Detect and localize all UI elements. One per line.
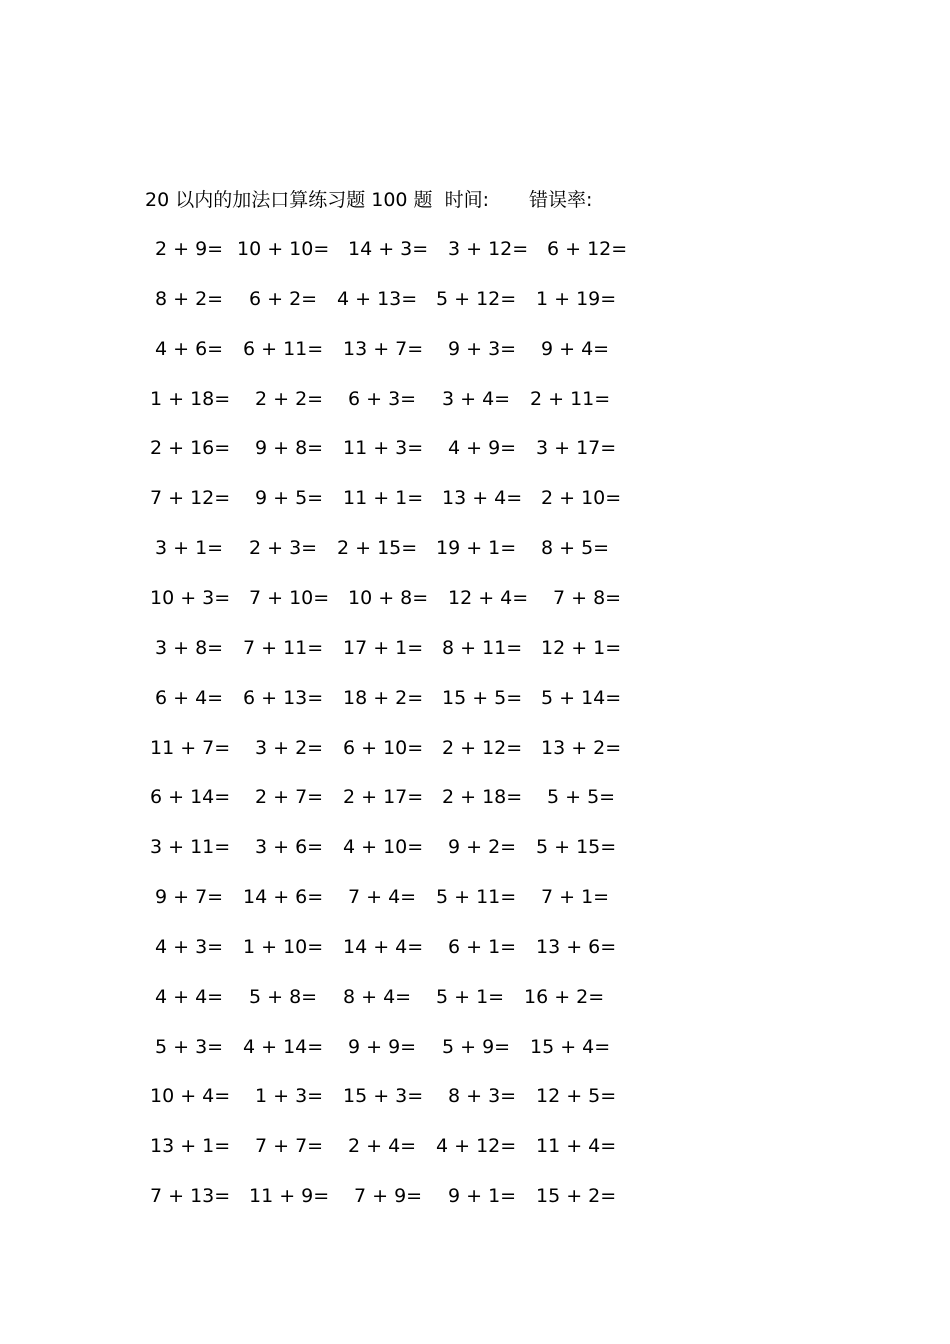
addition-problem: 6 + 1= <box>448 936 517 958</box>
addition-problem: 4 + 10= <box>343 836 424 858</box>
addition-problem: 7 + 4= <box>348 886 417 908</box>
addition-problem: 2 + 7= <box>255 786 324 808</box>
addition-problem: 3 + 4= <box>442 388 511 410</box>
addition-problem: 5 + 11= <box>436 886 517 908</box>
addition-problem: 6 + 11= <box>243 338 324 360</box>
addition-problem: 1 + 19= <box>536 288 617 310</box>
addition-problem: 7 + 11= <box>243 637 324 659</box>
addition-problem: 9 + 3= <box>448 338 517 360</box>
addition-problem: 2 + 4= <box>348 1135 417 1157</box>
problem-row <box>0 1132 950 1160</box>
addition-problem: 2 + 9= <box>155 238 224 260</box>
addition-problem: 8 + 4= <box>343 986 412 1008</box>
addition-problem: 7 + 9= <box>354 1185 423 1207</box>
addition-problem: 4 + 9= <box>448 437 517 459</box>
addition-problem: 12 + 5= <box>536 1085 617 1107</box>
problem-row <box>0 335 950 363</box>
addition-problem: 7 + 1= <box>541 886 610 908</box>
addition-problem: 5 + 14= <box>541 687 622 709</box>
addition-problem: 12 + 4= <box>448 587 529 609</box>
problem-row <box>0 484 950 512</box>
problem-row <box>0 434 950 462</box>
addition-problem: 1 + 18= <box>150 388 231 410</box>
addition-problem: 15 + 2= <box>536 1185 617 1207</box>
addition-problem: 4 + 13= <box>337 288 418 310</box>
addition-problem: 13 + 7= <box>343 338 424 360</box>
addition-problem: 9 + 9= <box>348 1036 417 1058</box>
error-rate-label: 错误率: <box>528 189 593 211</box>
addition-problem: 13 + 2= <box>541 737 622 759</box>
problem-row <box>0 584 950 612</box>
worksheet-title: 20 以内的加法口算练习题 100 题 <box>145 189 433 211</box>
addition-problem: 3 + 2= <box>255 737 324 759</box>
addition-problem: 11 + 1= <box>343 487 424 509</box>
problem-row <box>0 1082 950 1110</box>
addition-problem: 7 + 7= <box>255 1135 324 1157</box>
addition-problem: 2 + 15= <box>337 537 418 559</box>
addition-problem: 8 + 2= <box>155 288 224 310</box>
addition-problem: 11 + 9= <box>249 1185 330 1207</box>
addition-problem: 6 + 3= <box>348 388 417 410</box>
addition-problem: 6 + 14= <box>150 786 231 808</box>
addition-problem: 3 + 17= <box>536 437 617 459</box>
addition-problem: 4 + 14= <box>243 1036 324 1058</box>
addition-problem: 14 + 3= <box>348 238 429 260</box>
addition-problem: 2 + 2= <box>255 388 324 410</box>
addition-problem: 7 + 10= <box>249 587 330 609</box>
addition-problem: 10 + 8= <box>348 587 429 609</box>
addition-problem: 3 + 12= <box>448 238 529 260</box>
addition-problem: 3 + 8= <box>155 637 224 659</box>
addition-problem: 2 + 11= <box>530 388 611 410</box>
addition-problem: 9 + 2= <box>448 836 517 858</box>
problem-row <box>0 1033 950 1061</box>
problem-row <box>0 883 950 911</box>
addition-problem: 17 + 1= <box>343 637 424 659</box>
addition-problem: 15 + 5= <box>442 687 523 709</box>
addition-problem: 4 + 6= <box>155 338 224 360</box>
addition-problem: 19 + 1= <box>436 537 517 559</box>
addition-problem: 9 + 5= <box>255 487 324 509</box>
problem-row <box>0 833 950 861</box>
addition-problem: 1 + 3= <box>255 1085 324 1107</box>
addition-problem: 2 + 12= <box>442 737 523 759</box>
addition-problem: 6 + 13= <box>243 687 324 709</box>
addition-problem: 11 + 4= <box>536 1135 617 1157</box>
addition-problem: 13 + 4= <box>442 487 523 509</box>
addition-problem: 5 + 3= <box>155 1036 224 1058</box>
addition-problem: 2 + 3= <box>249 537 318 559</box>
addition-problem: 9 + 7= <box>155 886 224 908</box>
addition-problem: 7 + 13= <box>150 1185 231 1207</box>
worksheet-header <box>145 186 592 214</box>
addition-problem: 3 + 11= <box>150 836 231 858</box>
addition-problem: 7 + 8= <box>553 587 622 609</box>
problem-row <box>0 285 950 313</box>
addition-problem: 4 + 4= <box>155 986 224 1008</box>
addition-problem: 9 + 8= <box>255 437 324 459</box>
addition-problem: 4 + 3= <box>155 936 224 958</box>
problem-row <box>0 983 950 1011</box>
addition-problem: 5 + 8= <box>249 986 318 1008</box>
problem-row <box>0 634 950 662</box>
problem-row <box>0 235 950 263</box>
addition-problem: 12 + 1= <box>541 637 622 659</box>
addition-problem: 8 + 3= <box>448 1085 517 1107</box>
addition-problem: 4 + 12= <box>436 1135 517 1157</box>
addition-problem: 2 + 16= <box>150 437 231 459</box>
addition-problem: 15 + 3= <box>343 1085 424 1107</box>
problem-row <box>0 933 950 961</box>
addition-problem: 2 + 17= <box>343 786 424 808</box>
addition-problem: 6 + 2= <box>249 288 318 310</box>
problem-row <box>0 734 950 762</box>
addition-problem: 6 + 4= <box>155 687 224 709</box>
addition-problem: 5 + 1= <box>436 986 505 1008</box>
problem-row <box>0 385 950 413</box>
addition-problem: 14 + 6= <box>243 886 324 908</box>
addition-problem: 1 + 10= <box>243 936 324 958</box>
addition-problem: 15 + 4= <box>530 1036 611 1058</box>
addition-problem: 3 + 6= <box>255 836 324 858</box>
addition-problem: 5 + 12= <box>436 288 517 310</box>
addition-problem: 3 + 1= <box>155 537 224 559</box>
addition-problem: 5 + 5= <box>547 786 616 808</box>
addition-problem: 6 + 10= <box>343 737 424 759</box>
problem-row <box>0 684 950 712</box>
addition-problem: 11 + 3= <box>343 437 424 459</box>
addition-problem: 2 + 18= <box>442 786 523 808</box>
addition-problem: 13 + 1= <box>150 1135 231 1157</box>
time-label: 时间: <box>444 189 489 211</box>
addition-problem: 11 + 7= <box>150 737 231 759</box>
addition-problem: 7 + 12= <box>150 487 231 509</box>
problem-row <box>0 1182 950 1210</box>
addition-problem: 9 + 1= <box>448 1185 517 1207</box>
addition-problem: 10 + 10= <box>237 238 330 260</box>
problem-row <box>0 534 950 562</box>
addition-problem: 8 + 5= <box>541 537 610 559</box>
addition-problem: 6 + 12= <box>547 238 628 260</box>
problem-row <box>0 783 950 811</box>
addition-problem: 10 + 3= <box>150 587 231 609</box>
addition-problem: 5 + 15= <box>536 836 617 858</box>
addition-problem: 16 + 2= <box>524 986 605 1008</box>
addition-problem: 10 + 4= <box>150 1085 231 1107</box>
addition-problem: 14 + 4= <box>343 936 424 958</box>
addition-problem: 5 + 9= <box>442 1036 511 1058</box>
addition-problem: 13 + 6= <box>536 936 617 958</box>
addition-problem: 2 + 10= <box>541 487 622 509</box>
addition-problem: 8 + 11= <box>442 637 523 659</box>
addition-problem: 18 + 2= <box>343 687 424 709</box>
addition-problem: 9 + 4= <box>541 338 610 360</box>
